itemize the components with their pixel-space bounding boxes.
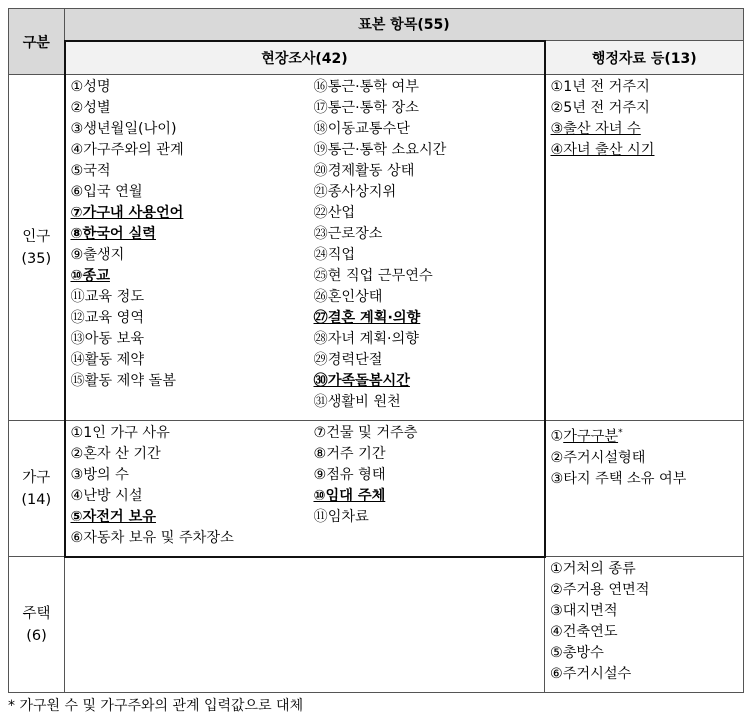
list-item: ⑧거주 기간: [313, 446, 386, 462]
list-item: ⑥주거시설수: [550, 666, 632, 682]
household-admin-first-text: 가구구분: [563, 428, 619, 445]
list-item: ⑨출생지: [70, 247, 125, 263]
list-item: ⑨점유 형태: [313, 467, 386, 483]
list-item: ㉒산업: [313, 205, 356, 221]
list-item: ㉕현 직업 근무연수: [313, 268, 433, 284]
list-item: ㉘자녀 계획·의향: [313, 331, 419, 347]
footnote: * 가구원 수 및 가구주와의 관계 입력값으로 대체: [8, 698, 304, 714]
list-item: ③방의 수: [70, 467, 129, 483]
population-admin-list: [551, 77, 744, 161]
household-field-cell: [65, 421, 545, 557]
population-field-cell: [65, 75, 545, 421]
list-item: ⑧한국어 실력: [70, 226, 156, 242]
population-admin-cell: [545, 75, 744, 421]
list-item: ③출산 자녀 수: [550, 121, 641, 137]
population-field-col1: [71, 77, 314, 413]
population-count: (35): [21, 250, 52, 267]
list-item: ⑬아동 보육: [70, 331, 145, 347]
list-item: ④자녀 출산 시기: [550, 142, 655, 158]
list-item: ⑯통근·통학 여부: [313, 79, 419, 95]
list-item: ⑱이동교통수단: [313, 121, 410, 137]
household-admin-cell: [545, 421, 744, 557]
list-item: ②5년 전 거주지: [550, 100, 650, 116]
list-item: ②혼자 산 기간: [70, 446, 161, 462]
list-item: ②주거용 연면적: [550, 582, 650, 598]
list-item: ③대지면적: [550, 603, 618, 619]
list-item: ④난방 시설: [70, 488, 143, 504]
household-label: 가구: [22, 469, 51, 486]
household-count: (14): [21, 491, 52, 508]
row-label-household: [9, 421, 65, 557]
list-item: ㉑종사상지위: [313, 184, 397, 200]
sample-items-table: [8, 8, 744, 693]
list-item: ⑪임차료: [313, 509, 369, 525]
list-item: ③생년월일(나이): [70, 121, 177, 137]
household-field-col2: [314, 423, 544, 549]
admin-data-header: 행정자료 등(13): [545, 41, 744, 75]
list-item: ⑤총방수: [550, 645, 604, 661]
list-item: ㉛생활비 원천: [313, 394, 401, 410]
household-admin-list: [551, 448, 744, 490]
field-survey-header: 현장조사(42): [65, 41, 545, 75]
list-item: ⑰통근·통학 장소: [313, 100, 419, 116]
list-item: ⑤국적: [70, 163, 111, 179]
list-item: ⑥입국 연월: [70, 184, 143, 200]
population-field-col2: [314, 77, 544, 413]
list-item: ⑩종교: [70, 268, 110, 284]
list-item: ①성명: [70, 79, 111, 95]
housing-label: 주택: [22, 605, 51, 622]
list-item: ⑥자동차 보유 및 주차장소: [70, 530, 234, 546]
list-item: ㉓근로장소: [313, 226, 383, 242]
list-item: ㉚가족돌봄시간: [313, 373, 410, 389]
list-item: ⑫교육 영역: [70, 310, 145, 326]
list-item: ④건축연도: [550, 624, 618, 640]
list-item: ④가구주와의 관계: [70, 142, 184, 158]
list-item: ㉖혼인상태: [313, 289, 383, 305]
list-item: ㉔직업: [313, 247, 356, 263]
housing-count: (6): [26, 627, 47, 644]
row-label-population: [9, 75, 65, 421]
list-item: ⑳경제활동 상태: [313, 163, 415, 179]
list-item: ⑦건물 및 거주층: [313, 425, 418, 441]
list-item: ①1인 가구 사유: [70, 425, 170, 441]
list-item: ③타지 주택 소유 여부: [550, 470, 687, 487]
list-item: ①1년 전 거주지: [550, 79, 650, 95]
household-admin-item: [551, 423, 744, 448]
list-item: ⑭활동 제약: [70, 352, 145, 368]
list-item: ①거처의 종류: [550, 561, 636, 577]
list-item: ⑦가구내 사용언어: [70, 205, 184, 221]
sample-items-table-wrap: [8, 8, 743, 695]
list-item: ②성별: [70, 100, 111, 116]
list-item: ⑤자전거 보유: [70, 509, 156, 525]
list-item: ㉙경력단절: [313, 352, 383, 368]
footnote-marker: *: [618, 428, 623, 438]
household-field-col1: [71, 423, 314, 549]
housing-field-cell: [65, 557, 545, 693]
list-item: ⑮활동 제약 돌봄: [70, 373, 176, 389]
list-item: ⑲통근·통학 소요시간: [313, 142, 447, 158]
list-item: ⑪교육 정도: [70, 289, 145, 305]
household-admin-first-prefix: ①: [550, 428, 564, 445]
list-item: ②주거시설형태: [550, 449, 646, 466]
standard-items-header: 표본 항목(55): [65, 9, 744, 41]
row-label-housing: [9, 557, 65, 693]
housing-admin-cell: [545, 557, 744, 693]
list-item: ㉗결혼 계획·의향: [313, 310, 421, 326]
list-item: ⑩임대 주체: [313, 488, 386, 504]
housing-admin-list: [550, 559, 743, 685]
population-label: 인구: [22, 228, 51, 245]
category-header: 구분: [9, 9, 65, 75]
